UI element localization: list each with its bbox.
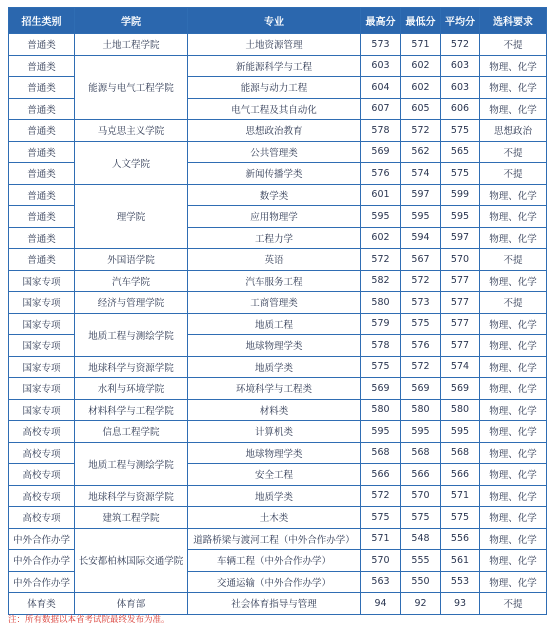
avg-score-cell: 566 — [441, 464, 480, 486]
avg-score-cell: 574 — [441, 356, 480, 378]
subject-requirement-cell: 物理、化学 — [480, 184, 547, 206]
category-cell: 普通类 — [9, 206, 75, 228]
avg-score-cell: 571 — [441, 485, 480, 507]
max-score-cell: 578 — [361, 335, 401, 357]
table-row — [9, 184, 547, 206]
category-cell: 中外合作办学 — [9, 528, 75, 550]
table-row — [9, 378, 547, 400]
subject-requirement-cell: 物理、化学 — [480, 356, 547, 378]
college-cell: 土地工程学院 — [75, 34, 188, 56]
min-score-cell: 571 — [401, 34, 441, 56]
avg-score-cell: 595 — [441, 421, 480, 443]
subject-requirement-cell: 物理、化学 — [480, 270, 547, 292]
major-cell: 数学类 — [188, 184, 361, 206]
avg-score-cell: 599 — [441, 184, 480, 206]
min-score-cell: 594 — [401, 227, 441, 249]
min-score-cell: 572 — [401, 270, 441, 292]
college-cell: 地质工程与测绘学院 — [75, 313, 188, 356]
category-cell: 高校专项 — [9, 442, 75, 464]
table-row — [9, 120, 547, 142]
avg-score-cell: 577 — [441, 335, 480, 357]
major-cell: 车辆工程（中外合作办学） — [188, 550, 361, 572]
avg-score-cell: 580 — [441, 399, 480, 421]
avg-score-cell: 577 — [441, 292, 480, 314]
major-cell: 社会体育指导与管理 — [188, 593, 361, 615]
max-score-cell: 601 — [361, 184, 401, 206]
min-score-cell: 548 — [401, 528, 441, 550]
major-cell: 电气工程及其自动化 — [188, 98, 361, 120]
max-score-cell: 580 — [361, 292, 401, 314]
table-row — [9, 141, 547, 163]
college-cell: 马克思主义学院 — [75, 120, 188, 142]
max-score-cell: 595 — [361, 421, 401, 443]
max-score-cell: 566 — [361, 464, 401, 486]
subject-requirement-cell: 不提 — [480, 249, 547, 271]
header-category: 招生类别 — [9, 8, 75, 34]
subject-requirement-cell: 不提 — [480, 141, 547, 163]
max-score-cell: 603 — [361, 55, 401, 77]
college-cell: 能源与电气工程学院 — [75, 55, 188, 120]
table-row — [9, 270, 547, 292]
avg-score-cell: 568 — [441, 442, 480, 464]
category-cell: 普通类 — [9, 141, 75, 163]
avg-score-cell: 575 — [441, 507, 480, 529]
max-score-cell: 578 — [361, 120, 401, 142]
major-cell: 汽车服务工程 — [188, 270, 361, 292]
college-cell: 人文学院 — [75, 141, 188, 184]
category-cell: 国家专项 — [9, 356, 75, 378]
subject-requirement-cell: 物理、化学 — [480, 442, 547, 464]
subject-requirement-cell: 不提 — [480, 593, 547, 615]
subject-requirement-cell: 物理、化学 — [480, 485, 547, 507]
max-score-cell: 575 — [361, 356, 401, 378]
major-cell: 土地资源管理 — [188, 34, 361, 56]
subject-requirement-cell: 思想政治 — [480, 120, 547, 142]
college-cell: 地球科学与资源学院 — [75, 485, 188, 507]
table-row — [9, 34, 547, 56]
avg-score-cell: 577 — [441, 313, 480, 335]
college-cell: 水利与环境学院 — [75, 378, 188, 400]
category-cell: 国家专项 — [9, 378, 75, 400]
min-score-cell: 550 — [401, 571, 441, 593]
subject-requirement-cell: 物理、化学 — [480, 464, 547, 486]
subject-requirement-cell: 物理、化学 — [480, 335, 547, 357]
subject-requirement-cell: 物理、化学 — [480, 378, 547, 400]
min-score-cell: 595 — [401, 421, 441, 443]
avg-score-cell: 561 — [441, 550, 480, 572]
subject-requirement-cell: 不提 — [480, 163, 547, 185]
table-row — [9, 249, 547, 271]
min-score-cell: 573 — [401, 292, 441, 314]
min-score-cell: 567 — [401, 249, 441, 271]
max-score-cell: 570 — [361, 550, 401, 572]
table-row — [9, 528, 547, 550]
category-cell: 体育类 — [9, 593, 75, 615]
table-row — [9, 485, 547, 507]
major-cell: 英语 — [188, 249, 361, 271]
min-score-cell: 566 — [401, 464, 441, 486]
avg-score-cell: 93 — [441, 593, 480, 615]
min-score-cell: 602 — [401, 55, 441, 77]
avg-score-cell: 577 — [441, 270, 480, 292]
min-score-cell: 605 — [401, 98, 441, 120]
subject-requirement-cell: 物理、化学 — [480, 571, 547, 593]
table-body — [9, 34, 547, 615]
max-score-cell: 580 — [361, 399, 401, 421]
category-cell: 普通类 — [9, 120, 75, 142]
major-cell: 应用物理学 — [188, 206, 361, 228]
avg-score-cell: 572 — [441, 34, 480, 56]
max-score-cell: 569 — [361, 141, 401, 163]
subject-requirement-cell: 物理、化学 — [480, 55, 547, 77]
table-row — [9, 55, 547, 77]
min-score-cell: 572 — [401, 356, 441, 378]
category-cell: 国家专项 — [9, 292, 75, 314]
table-row — [9, 593, 547, 615]
college-cell: 汽车学院 — [75, 270, 188, 292]
category-cell: 普通类 — [9, 163, 75, 185]
min-score-cell: 574 — [401, 163, 441, 185]
category-cell: 国家专项 — [9, 399, 75, 421]
min-score-cell: 92 — [401, 593, 441, 615]
min-score-cell: 569 — [401, 378, 441, 400]
category-cell: 普通类 — [9, 227, 75, 249]
subject-requirement-cell: 物理、化学 — [480, 507, 547, 529]
min-score-cell: 555 — [401, 550, 441, 572]
category-cell: 中外合作办学 — [9, 571, 75, 593]
college-cell: 建筑工程学院 — [75, 507, 188, 529]
category-cell: 国家专项 — [9, 270, 75, 292]
major-cell: 新能源科学与工程 — [188, 55, 361, 77]
avg-score-cell: 603 — [441, 77, 480, 99]
college-cell: 经济与管理学院 — [75, 292, 188, 314]
subject-requirement-cell: 物理、化学 — [480, 313, 547, 335]
max-score-cell: 571 — [361, 528, 401, 550]
category-cell: 中外合作办学 — [9, 550, 75, 572]
major-cell: 能源与动力工程 — [188, 77, 361, 99]
table-row — [9, 421, 547, 443]
subject-requirement-cell: 物理、化学 — [480, 421, 547, 443]
max-score-cell: 607 — [361, 98, 401, 120]
category-cell: 普通类 — [9, 77, 75, 99]
min-score-cell: 602 — [401, 77, 441, 99]
category-cell: 高校专项 — [9, 464, 75, 486]
college-cell: 信息工程学院 — [75, 421, 188, 443]
subject-requirement-cell: 物理、化学 — [480, 550, 547, 572]
min-score-cell: 570 — [401, 485, 441, 507]
table-row — [9, 356, 547, 378]
major-cell: 公共管理类 — [188, 141, 361, 163]
major-cell: 地球物理学类 — [188, 442, 361, 464]
avg-score-cell: 575 — [441, 120, 480, 142]
category-cell: 高校专项 — [9, 507, 75, 529]
college-cell: 材料科学与工程学院 — [75, 399, 188, 421]
category-cell: 普通类 — [9, 98, 75, 120]
subject-requirement-cell: 物理、化学 — [480, 528, 547, 550]
subject-requirement-cell: 物理、化学 — [480, 399, 547, 421]
college-cell: 理学院 — [75, 184, 188, 249]
max-score-cell: 569 — [361, 378, 401, 400]
max-score-cell: 568 — [361, 442, 401, 464]
avg-score-cell: 595 — [441, 206, 480, 228]
table-row — [9, 313, 547, 335]
max-score-cell: 582 — [361, 270, 401, 292]
max-score-cell: 595 — [361, 206, 401, 228]
table-row — [9, 442, 547, 464]
table-row — [9, 399, 547, 421]
max-score-cell: 572 — [361, 249, 401, 271]
avg-score-cell: 565 — [441, 141, 480, 163]
category-cell: 国家专项 — [9, 335, 75, 357]
table-row — [9, 507, 547, 529]
header-min-score: 最低分 — [401, 8, 441, 34]
min-score-cell: 597 — [401, 184, 441, 206]
major-cell: 土木类 — [188, 507, 361, 529]
major-cell: 地球物理学类 — [188, 335, 361, 357]
max-score-cell: 572 — [361, 485, 401, 507]
category-cell: 普通类 — [9, 184, 75, 206]
min-score-cell: 572 — [401, 120, 441, 142]
category-cell: 普通类 — [9, 55, 75, 77]
college-cell: 外国语学院 — [75, 249, 188, 271]
max-score-cell: 573 — [361, 34, 401, 56]
max-score-cell: 576 — [361, 163, 401, 185]
avg-score-cell: 606 — [441, 98, 480, 120]
major-cell: 地质学类 — [188, 356, 361, 378]
max-score-cell: 602 — [361, 227, 401, 249]
min-score-cell: 575 — [401, 507, 441, 529]
min-score-cell: 568 — [401, 442, 441, 464]
avg-score-cell: 575 — [441, 163, 480, 185]
college-cell: 长安都柏林国际交通学院 — [75, 528, 188, 593]
major-cell: 计算机类 — [188, 421, 361, 443]
max-score-cell: 604 — [361, 77, 401, 99]
max-score-cell: 575 — [361, 507, 401, 529]
major-cell: 工商管理类 — [188, 292, 361, 314]
major-cell: 材料类 — [188, 399, 361, 421]
subject-requirement-cell: 物理、化学 — [480, 77, 547, 99]
avg-score-cell: 603 — [441, 55, 480, 77]
admission-score-table — [8, 7, 547, 615]
min-score-cell: 575 — [401, 313, 441, 335]
major-cell: 新闻传播学类 — [188, 163, 361, 185]
major-cell: 环境科学与工程类 — [188, 378, 361, 400]
subject-requirement-cell: 物理、化学 — [480, 206, 547, 228]
table-row — [9, 292, 547, 314]
avg-score-cell: 569 — [441, 378, 480, 400]
header-max-score: 最高分 — [361, 8, 401, 34]
header-major: 专业 — [188, 8, 361, 34]
subject-requirement-cell: 物理、化学 — [480, 98, 547, 120]
max-score-cell: 579 — [361, 313, 401, 335]
table-header-row — [9, 8, 547, 34]
min-score-cell: 595 — [401, 206, 441, 228]
category-cell: 高校专项 — [9, 485, 75, 507]
header-subject-requirement: 选科要求 — [480, 8, 547, 34]
college-cell: 体育部 — [75, 593, 188, 615]
min-score-cell: 576 — [401, 335, 441, 357]
major-cell: 安全工程 — [188, 464, 361, 486]
major-cell: 交通运输（中外合作办学） — [188, 571, 361, 593]
subject-requirement-cell: 不提 — [480, 292, 547, 314]
header-college: 学院 — [75, 8, 188, 34]
footnote: 注：所有数据以本省考试院最终发布为准。 — [8, 615, 170, 625]
college-cell: 地质工程与测绘学院 — [75, 442, 188, 485]
max-score-cell: 94 — [361, 593, 401, 615]
category-cell: 普通类 — [9, 34, 75, 56]
subject-requirement-cell: 不提 — [480, 34, 547, 56]
major-cell: 工程力学 — [188, 227, 361, 249]
major-cell: 地质工程 — [188, 313, 361, 335]
avg-score-cell: 570 — [441, 249, 480, 271]
min-score-cell: 580 — [401, 399, 441, 421]
college-cell: 地球科学与资源学院 — [75, 356, 188, 378]
major-cell: 地质学类 — [188, 485, 361, 507]
category-cell: 国家专项 — [9, 313, 75, 335]
category-cell: 普通类 — [9, 249, 75, 271]
major-cell: 道路桥梁与渡河工程（中外合作办学） — [188, 528, 361, 550]
avg-score-cell: 597 — [441, 227, 480, 249]
subject-requirement-cell: 物理、化学 — [480, 227, 547, 249]
category-cell: 高校专项 — [9, 421, 75, 443]
header-avg-score: 平均分 — [441, 8, 480, 34]
avg-score-cell: 556 — [441, 528, 480, 550]
major-cell: 思想政治教育 — [188, 120, 361, 142]
avg-score-cell: 553 — [441, 571, 480, 593]
min-score-cell: 562 — [401, 141, 441, 163]
max-score-cell: 563 — [361, 571, 401, 593]
